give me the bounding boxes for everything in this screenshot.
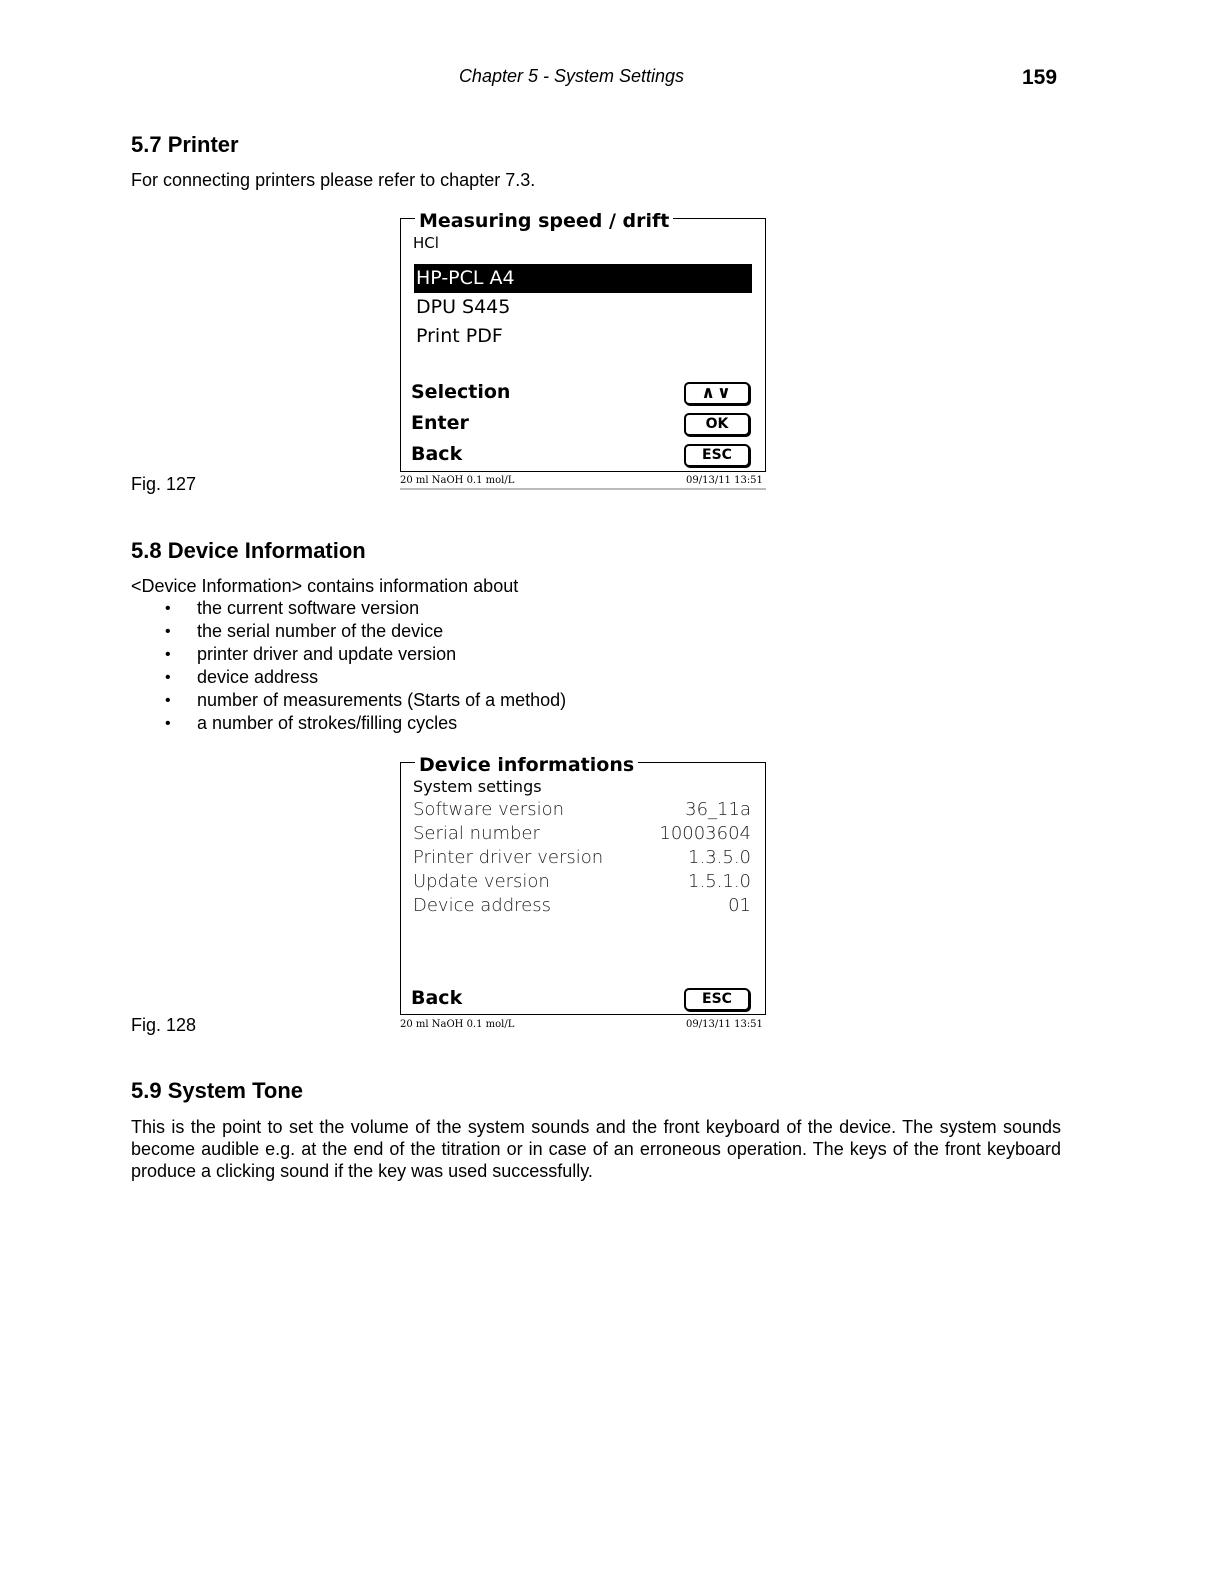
list-item: • number of measurements (Starts of a method)	[165, 689, 566, 712]
printer-option-dpu-s445[interactable]: DPU S445	[416, 296, 511, 318]
esc-key[interactable]: ESC	[684, 444, 750, 467]
back-label: Back	[411, 987, 463, 1009]
figure-label-128: Fig. 128	[131, 1015, 197, 1035]
enter-label: Enter	[411, 412, 469, 434]
list-item: • device address	[165, 666, 566, 689]
system-tone-paragraph: This is the point to set the volume of the system sounds and the front keyboard of the device. The system sounds become audible e.g. at the end of the titration or in case of an erroneous operation. The keys of the front keyboard produce a clicking sound if the key was used successfully.	[131, 1117, 1061, 1181]
section-heading-device-information: 5.8 Device Information	[131, 538, 366, 563]
printer-option-print-pdf[interactable]: Print PDF	[416, 325, 503, 347]
printer-option-hp-pcl-a4[interactable]: HP-PCL A4	[414, 264, 752, 293]
info-row-serial-number	[413, 823, 751, 844]
list-item: • the current software version	[165, 597, 566, 620]
info-label: Device address	[413, 895, 551, 916]
figure-label-127: Fig. 127	[131, 474, 197, 494]
back-label: Back	[411, 443, 463, 465]
device-info-screen	[400, 754, 766, 1015]
info-label: Software version	[413, 799, 564, 820]
screen-subtitle: HCl	[413, 234, 439, 252]
list-item: • printer driver and update version	[165, 643, 566, 666]
info-value: 10003604	[659, 823, 751, 844]
page-number: 159	[1022, 66, 1058, 89]
info-label: Serial number	[413, 823, 540, 844]
info-row-software-version	[413, 799, 751, 820]
printer-intro: For connecting printers please refer to chapter 7.3.	[131, 170, 536, 190]
status-method: 20 ml NaOH 0.1 mol/L	[400, 1019, 515, 1030]
screen-title: Device informations	[415, 755, 638, 775]
device-intro: <Device Information> contains information about	[131, 576, 519, 596]
list-item: • a number of strokes/filling cycles	[165, 712, 566, 735]
info-row-printer-driver-version	[413, 847, 751, 868]
screen-subtitle: System settings	[413, 777, 542, 796]
info-value: 1.5.1.0	[688, 871, 751, 892]
section-heading-system-tone: 5.9 System Tone	[131, 1078, 303, 1103]
info-row-device-address	[413, 895, 751, 916]
status-divider	[400, 488, 766, 490]
status-method: 20 ml NaOH 0.1 mol/L	[400, 475, 515, 486]
info-row-update-version	[413, 871, 751, 892]
info-value: 36_11a	[685, 799, 751, 820]
chapter-header: Chapter 5 - System Settings	[458, 66, 685, 86]
info-value: 01	[728, 895, 751, 916]
screen-title: Measuring speed / drift	[415, 211, 673, 231]
printer-screen	[400, 210, 766, 472]
section-heading-printer: 5.7 Printer	[131, 132, 239, 157]
ok-key[interactable]: OK	[684, 413, 750, 436]
device-info-bullet-list	[165, 597, 566, 735]
info-label: Printer driver version	[413, 847, 604, 868]
status-datetime: 09/13/11 13:51	[686, 1019, 763, 1030]
up-down-arrows-key[interactable]: ∧∨	[684, 382, 750, 405]
info-value: 1.3.5.0	[688, 847, 751, 868]
status-datetime: 09/13/11 13:51	[686, 475, 763, 486]
list-item: • the serial number of the device	[165, 620, 566, 643]
esc-key[interactable]: ESC	[684, 988, 750, 1011]
info-label: Update version	[413, 871, 550, 892]
selection-label: Selection	[411, 381, 511, 403]
